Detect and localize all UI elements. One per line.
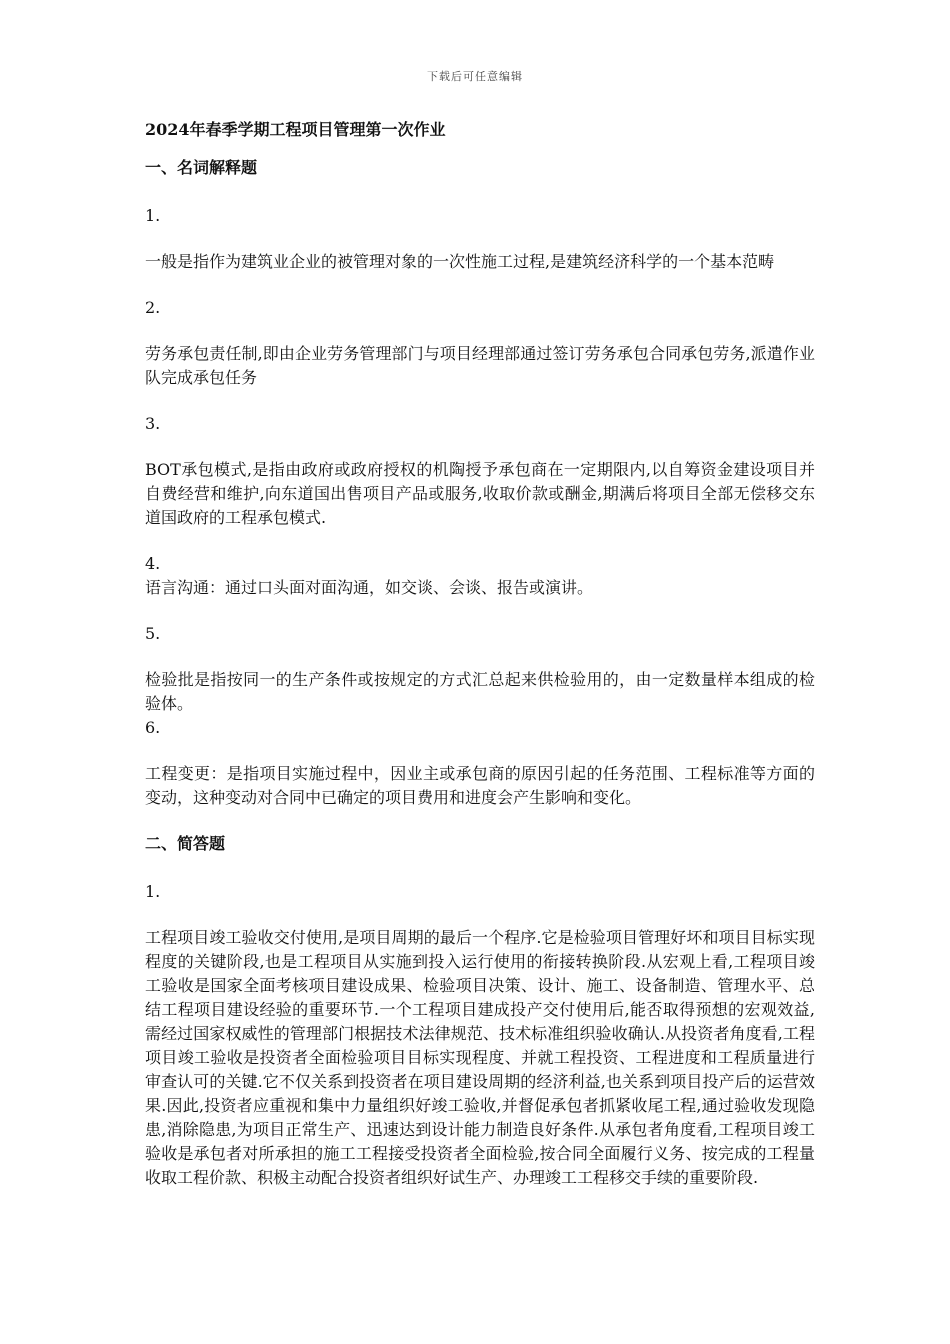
item-text: BOT承包模式,是指由政府或政府授权的机陶授予承包商在一定期限内,以自筹资金建设项目并自费经营和维护,向东道国出售项目产品或服务,收取价款或酬金,期满后将项目全部无偿移交东道国政府的工程承包模式. [145,460,815,527]
item-text: 检验批是指按同一的生产条件或按规定的方式汇总起来供检验用的，由一定数量样本组成的检验体。 [145,670,815,713]
section-heading-terms: 一、名词解释题 [145,158,258,177]
item-number: 4. [145,554,161,573]
item-text: 一般是指作为建筑业企业的被管理对象的一次性施工过程,是建筑经济科学的一个基本范畴 [145,252,775,271]
item-text: 劳务承包责任制,即由企业劳务管理部门与项目经理部通过签订劳务承包合同承包劳务,派遣作业队完成承包任务 [145,344,815,387]
item-text: 工程项目竣工验收交付使用,是项目周期的最后一个程序.它是检验项目管理好坏和项目目标实现程度的关键阶段,也是工程项目从实施到投入运行使用的衔接转换阶段.从宏观上看,工程项目竣工验收是国家全面考核项目建设成果、检验项目决策、设计、施工、设备制造、管理水平、总结工程项目建设经验的重要环节.一个工程项目建成投产交付使用后,能否取得预想的宏观效益,需经过国家权威性的管理部门根据技术法律规范、技术标准组织验收确认.从投资者角度看,工程项目竣工验收是投资者全面检验项目目标实现程度、并就工程投资、工程进度和工程质量进行审查认可的关键.它不仅关系到投资者在项目建设周期的经济利益,也关系到项目投产后的运营效果.因此,投资者应重视和集中力量组织好竣工验收,并督促承包者抓紧收尾工程,通过验收发现隐患,消除隐患,为项目正常生产、迅速达到设计能力制造良好条件.从承包者角度看,工程项目竣工验收是承包者对所承担的施工工程接受投资者全面检验,按合同全面履行义务、按完成的工程量收取工程价款、积极主动配合投资者组织好试生产、办理竣工工程移交手续的重要阶段. [145,928,815,1187]
item-number: 1. [145,206,161,225]
document-title: 2024年春季学期工程项目管理第一次作业 [145,120,446,139]
item-number: 1. [145,882,161,901]
item-number: 5. [145,624,161,643]
item-number: 6. [145,718,161,737]
header-note: 下载后可任意编辑 [427,70,523,83]
document-content [145,118,815,1190]
item-number: 3. [145,414,161,433]
section-heading-short-answer: 二、简答题 [145,834,226,853]
item-text: 工程变更：是指项目实施过程中，因业主或承包商的原因引起的任务范围、工程标准等方面的变动，这种变动对合同中已确定的项目费用和进度会产生影响和变化。 [145,764,815,807]
item-text: 语言沟通：通过口头面对面沟通，如交谈、会谈、报告或演讲。 [145,578,594,597]
item-number: 2. [145,298,161,317]
